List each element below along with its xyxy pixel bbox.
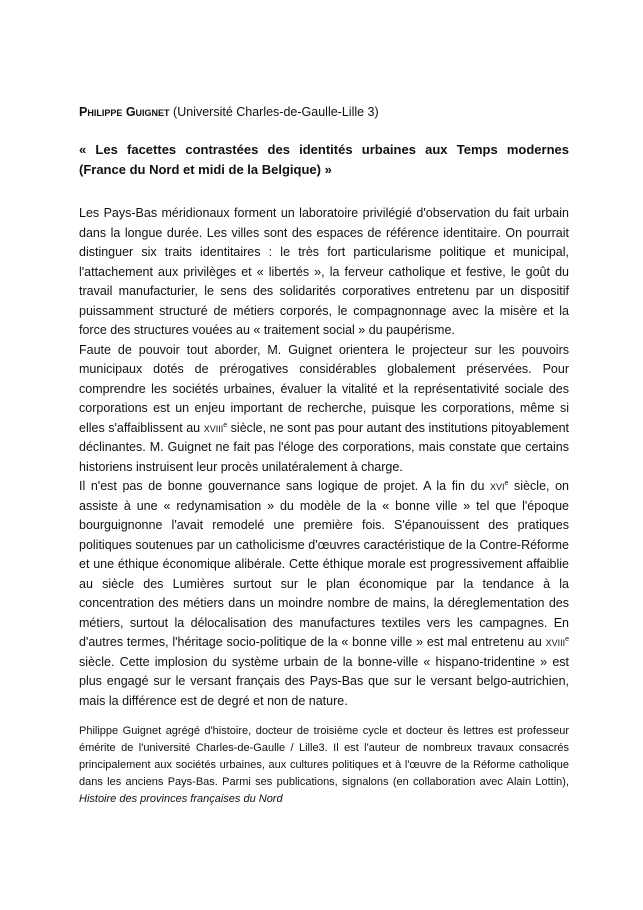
author-name: Philippe Guignet [79,105,170,119]
author-bio [79,723,569,808]
author-line [79,104,569,120]
article-title: « Les facettes contrastées des identités urbaines aux Temps modernes (France du Nord et midi de la Belgique) » [79,142,569,177]
paragraph-2 [79,341,569,478]
century-numeral: xviii [545,635,566,649]
author-affiliation: (Université Charles-de-Gaulle-Lille 3) [173,105,379,119]
century-numeral: xviii [203,420,224,435]
paragraph-1: Les Pays-Bas méridionaux forment un laboratoire privilégié d'observation du fait urbain dans la longue durée. Les villes sont des espaces de référence identitaire. On pourrait distinguer six traits identitaires : le très fort particularisme politique et municipal, l'attachement aux privilèges et « libertés », la ferveur catholique et festive, le goût du travail manufacturier, le sens des solidarités corporatives entretenu par un dispositif puissamment structuré de métiers corporés, le compagnonnage avec la misère et la force des structures vouées au « traitement social » du paupérisme. [79,206,569,337]
paragraph-2-text-b: siècle, ne sont pas pour autant des institutions pitoyablement déclinantes. M. Guignet ne fait pas l'éloge des corporations, mais constate que certains historiens instruisent leur procès unilatéralement à charge. [79,420,569,474]
century-superscript: e [223,421,228,429]
paragraph-3 [79,477,569,711]
paragraph-3-text-c: siècle. Cette implosion du système urbain de la bonne-ville « hispano-tridentine » est plus engagé sur le versant français des Pays-Bas que sur le versant belgo-autrichien, mais la différence est de degré et non de nature. [79,654,569,708]
article-body [79,204,569,711]
paragraph-2-text-a: Faute de pouvoir tout aborder, M. Guignet orientera le projecteur sur les pouvoirs municipaux dotés de prérogatives considérables globalement préservées. Pour comprendre les sociétés urbaines, évaluer la vitalité et la représentativité sociale des corporations est un enjeu important de recherche, puisque les corporations, même si elles s'affaiblissent au [79,342,569,435]
century-superscript: e [504,479,509,487]
document-page [79,104,569,808]
author-bio-text: Philippe Guignet agrégé d'histoire, docteur de troisième cycle et docteur ès lettres est professeur émérite de l'université Charles-de-Gaulle / Lille3. Il est l'auteur de nombreux travaux consacrés principalement aux sociétés urbaines, aux cultures politiques et à l'œuvre de la Réforme catholique dans les anciens Pays-Bas. Parmi ses publications, signalons (en collaboration avec Alain Lottin), [79,725,569,788]
century-numeral: xvi [490,479,505,493]
book-title: Histoire des provinces françaises du Nord [79,793,283,805]
century-superscript: e [565,635,569,643]
paragraph-3-text-a: Il n'est pas de bonne gouvernance sans logique de projet. A la fin du [79,479,491,493]
paragraph-3-text-b: siècle, on assiste à une « redynamisation » du modèle de la « bonne ville » tel que l'époque bourguignonne l'avait remodelé une première fois. S'épanouissent des pratiques politiques soutenues par un catholicisme d'œuvres caractéristique de la Contre-Réforme et une éthique économique alibérale. Cette éthique morale est progressivement affaiblie au siècle des Lumières surtout sur le plan économique par la tendance à la concentration des métiers dans un moindre nombre de mains, la déreglementation des métiers, surtout la délocalisation des manufactures textiles vers les campagnes. En d'autres termes, l'héritage socio-politique de la « bonne ville » est mal entretenu au [79,479,570,649]
